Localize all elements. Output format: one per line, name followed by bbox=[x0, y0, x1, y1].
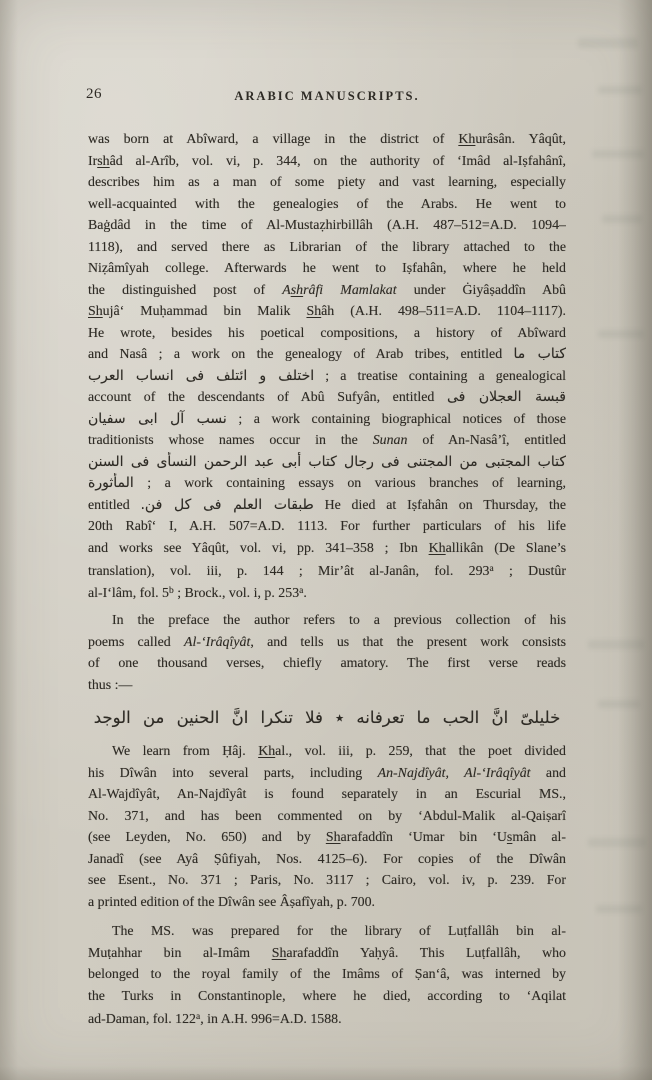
text-line: entitled طبقات العلم فى كل فن. He died at Iṣfahân on Thursday, the bbox=[88, 496, 566, 513]
text-line: belonged to the royal family of the Imâms of Ṣan‘â, was interned by bbox=[88, 967, 566, 982]
text-line: his Dîwân into several parts, including An-Najdîyât, Al-‘Irâqîyât and bbox=[88, 765, 566, 781]
bleedthrough-mark bbox=[598, 700, 640, 708]
text-line: the distinguished post of Ashrâfi Mamlakat under Ġiyâṣaddîn Abû bbox=[88, 282, 566, 298]
bleedthrough-mark bbox=[592, 150, 644, 158]
text-line: and Nasâ ; a work on the genealogy of Arab tribes, entitled كتاب ما bbox=[88, 346, 566, 362]
bleedthrough-mark bbox=[588, 838, 646, 847]
text-line: Shujâ‘ Muḥammad bin Malik Shâh (A.H. 498–511=A.D. 1104–1117). bbox=[88, 304, 566, 319]
text-line: Janadî (see Ayâ Ṣûfiyah, Nos. 4125–6). For copies of the Dîwân bbox=[88, 851, 566, 867]
text-line: 20th Rabî‘ I, A.H. 507=A.D. 1113. For further particulars of his life bbox=[88, 519, 566, 534]
text-line: and works see Yâqût, vol. vi, pp. 341–358 ; Ibn Khallikân (De Slane’s bbox=[88, 540, 566, 556]
text-line: In the preface the author refers to a previous collection of his bbox=[112, 613, 566, 628]
bleedthrough-mark bbox=[598, 330, 644, 338]
page-right-edge-shading bbox=[618, 0, 652, 1080]
text-line: 1118), and served there as Librarian of the library attached to the bbox=[88, 239, 566, 255]
text-line: account of the descendants of Abû Sufyân, entitled قبسة العجلان فى bbox=[88, 389, 566, 405]
text-line: Al-Wajdîyât, An-Najdîyât is found separately in an Escurial MS., bbox=[88, 787, 566, 802]
bleedthrough-mark bbox=[596, 905, 642, 913]
body-paragraph bbox=[88, 921, 566, 1029]
text-line: He wrote, besides his poetical compositions, a history of Abîward bbox=[88, 325, 566, 341]
text-line: خليلىّ انَّ الحب ما تعرفانه ٭ فلا تنكرا انَّ الحنين من الوجد bbox=[93, 708, 561, 727]
text-line: the Turks in Constantinople, where he died, according to ‘Aqilat bbox=[88, 988, 566, 1004]
text-line: كتاب المجتبى من المجتنى فى رجال كتاب أبى عبد الرحمن النسأى فى السنن bbox=[88, 453, 566, 470]
text-line: thus :— bbox=[88, 677, 133, 693]
body-paragraph bbox=[88, 129, 566, 602]
text-line: The MS. was prepared for the library of Luṭfallâh bin al- bbox=[112, 924, 566, 939]
running-header: ARABIC MANUSCRIPTS. bbox=[234, 89, 420, 103]
text-line: نسب آل ابى سفيان ; a work containing biographical notices of those bbox=[88, 410, 566, 427]
bleedthrough-mark bbox=[598, 86, 642, 94]
bleedthrough-mark bbox=[578, 38, 638, 48]
text-line: Irshâd al-Arîb, vol. vi, p. 344, on the authority of ‘Imâd al-Iṣfahânî, bbox=[88, 153, 566, 169]
text-line: describes him as a man of some piety and vast learning, especially bbox=[88, 175, 566, 190]
text-line: al-I‘lâm, fol. 5$^b$ ; Brock., vol. i, p. 253$^a$. bbox=[88, 585, 307, 601]
page-number: 26 bbox=[86, 86, 102, 102]
text-line: We learn from Ḥâj. Khal., vol. iii, p. 259, that the poet divided bbox=[112, 744, 566, 759]
body-paragraph bbox=[88, 610, 566, 696]
text-line: a printed edition of the Dîwân see Âṣafîyah, p. 700. bbox=[88, 894, 375, 910]
text-line: see Esent., No. 371 ; Paris, No. 3117 ; Cairo, vol. iv, p. 239. For bbox=[88, 873, 566, 888]
text-line: Niẓâmîyah college. Afterwards he went to Iṣfahân, where he held bbox=[88, 261, 566, 276]
page-left-edge-shading bbox=[0, 0, 18, 1080]
text-line: Muṭahhar bin al-Imâm Sharafaddîn Yaḥyâ. This Luṭfallâh, who bbox=[88, 945, 566, 961]
text-column bbox=[88, 129, 566, 1029]
bleedthrough-mark bbox=[588, 640, 644, 649]
arabic-verse bbox=[88, 704, 566, 732]
text-line: well-acquainted with the genealogies of the Arabs. He went to bbox=[88, 196, 566, 212]
body-paragraph bbox=[88, 741, 566, 913]
bleedthrough-mark bbox=[602, 215, 642, 223]
text-line: اختلف و ائتلف فى انساب العرب ; a treatise containing a genealogical bbox=[88, 367, 566, 384]
text-line: traditionists whose names occur in the Sunan of An-Nasâ’î, entitled bbox=[88, 433, 566, 448]
text-line: translation), vol. iii, p. 144 ; Mir’ât al-Janân, fol. 293$^a$ ; Dustûr bbox=[88, 564, 566, 579]
text-line: Baġdâd in the time of Al-Mustaẓhirbillâh (A.H. 487–512=A.D. 1094– bbox=[88, 218, 566, 233]
text-line: was born at Abîward, a village in the district of Khurâsân. Yâqût, bbox=[88, 132, 566, 147]
text-line: المأثورة ; a work containing essays on various branches of learning, bbox=[88, 475, 566, 491]
page-bottom-edge-shading bbox=[0, 1066, 652, 1080]
text-line: (see Leyden, No. 650) and by Sharafaddîn ‘Umar bin ‘Usmân al- bbox=[88, 830, 566, 845]
text-line: poems called Al-‘Irâqîyât, and tells us that the present work consists bbox=[88, 634, 566, 650]
text-line: of one thousand verses, chiefly amatory. The first verse reads bbox=[88, 656, 566, 671]
text-line: ad-Daman, fol. 122$^a$, in A.H. 996=A.D. 1588. bbox=[88, 1012, 342, 1027]
text-line: No. 371, and has been commented on by ‘Abdul-Malik al-Qaiṣarî bbox=[88, 808, 566, 824]
